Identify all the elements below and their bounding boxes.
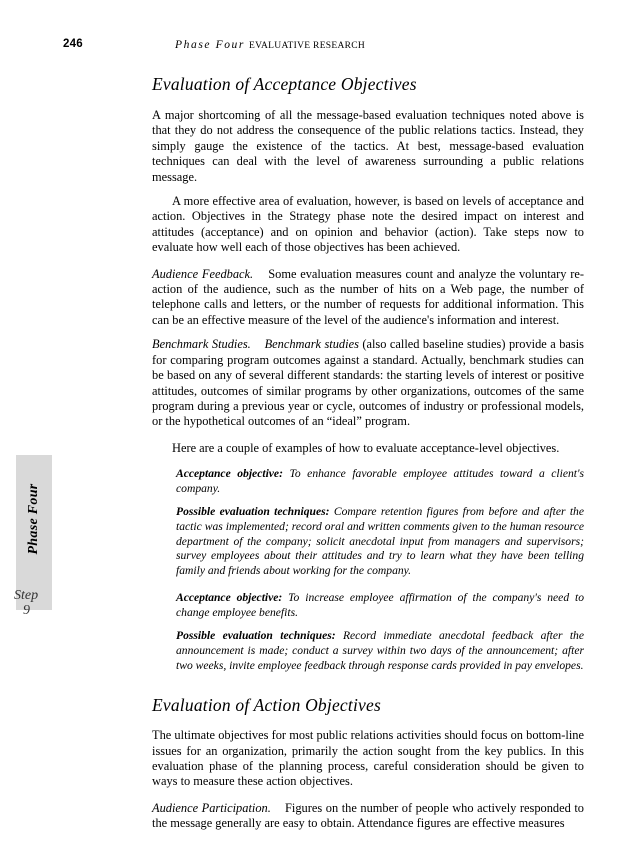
example-label-acceptance-objective-2: Acceptance objective: xyxy=(176,591,283,605)
paragraph-acceptance-1: A major shortcoming of all the message-based evaluation techniques noted above is that they do not address the consequence of the public relations tactics. Instead, they simply gauge the existence of the tactics. At best, message-based evaluation techniques can deal with the level of awareness surrounding a public relations message. xyxy=(152,108,584,184)
example-text-evaluation-techniques-1: Compare retention figures from before and after the tactic was implemented; record oral and written comments given to the human resource department of the company; solicit anecdotal input from managers and supervisors; survey employees about their attitudes and try to learn what they have been telling family and friends about working for the company. xyxy=(176,505,585,577)
runin-label-benchmark-studies: Benchmark Studies. xyxy=(152,337,251,352)
page-number: 246 xyxy=(63,38,83,50)
example-text-evaluation-techniques-2: Record immediate anecdotal feedback after the announcement is made; conduct a survey within two days of the announcement; after two weeks, invite employee feedback through response cards provided in pay envelopes. xyxy=(176,629,584,672)
step-label: Step xyxy=(14,588,39,603)
runin-lead-benchmark-studies: Benchmark studies xyxy=(264,337,359,352)
paragraph-action-1: The ultimate objectives for most public relations activities should focus on bottom-line issues for an organization, primarily the action sought from the key publics. In this evaluation phase of the planning process, careful consideration should be given to ways to measure these action objectives. xyxy=(152,728,584,789)
running-head-phase: Phase Four xyxy=(175,39,245,51)
runin-audience-participation xyxy=(152,801,584,832)
runin-text-audience-participation: Figures on the number of people who actively responded to the message generally are easy to obtain. Attendance figures are effective measures xyxy=(152,800,584,831)
example-evaluation-techniques-2 xyxy=(176,629,584,673)
example-evaluation-techniques-1 xyxy=(176,505,584,578)
running-head xyxy=(175,39,365,51)
body-column xyxy=(152,74,584,841)
example-label-acceptance-objective-1: Acceptance objective: xyxy=(176,467,283,481)
example-text-acceptance-objective-1: To enhance favorable employee attitudes toward a client's company. xyxy=(176,467,585,495)
example-block xyxy=(176,467,584,673)
runin-benchmark-studies xyxy=(152,337,584,429)
step-number: 9 xyxy=(23,603,30,618)
example-label-evaluation-techniques-2: Possible evaluation techniques: xyxy=(176,629,336,643)
example-label-evaluation-techniques-1: Possible evaluation techniques: xyxy=(176,505,330,519)
runin-label-audience-feedback: Audience Feedback. xyxy=(152,266,254,281)
paragraph-examples-leadin: Here are a couple of examples of how to evaluate acceptance-level objectives. xyxy=(172,440,560,455)
runin-text-benchmark-studies: (also called baseline studies) provide a basis for comparing program outcomes against a standard. Actually, benchmark studies can be based on any of several different standards: the starting levels of interest or positive attitudes, outcomes of similar programs by other organizations, outcomes of the same program during a previous year or cycle, outcomes of industry or professional models, or the hypothetical outcomes of an “ideal” program. xyxy=(152,337,584,429)
running-head-title: EVALUATIVE RESEARCH xyxy=(248,41,366,51)
phase-side-tab-label: Phase Four xyxy=(26,483,41,555)
phase-side-tab xyxy=(16,455,52,610)
runin-label-audience-participation: Audience Participation. xyxy=(152,800,271,815)
section-heading-acceptance: Evaluation of Acceptance Objectives xyxy=(152,74,417,94)
example-text-acceptance-objective-2: To increase employee affirmation of the company's need to change employee benefits. xyxy=(176,591,584,619)
runin-text-audience-feedback: Some evaluation measures count and analyze the voluntary re-action of the audience, such as the number of hits on a Web page, the number of telephone calls and letters, or the number of requests for additional information. This can be an effective measure of the level of the audience's information and interest. xyxy=(152,266,584,327)
example-acceptance-objective-1 xyxy=(176,467,584,496)
page-header xyxy=(0,38,643,56)
example-acceptance-objective-2 xyxy=(176,591,584,620)
step-marker xyxy=(14,588,58,618)
paragraph-acceptance-2: A more effective area of evaluation, however, is based on levels of acceptance and action. Objectives in the Strategy phase note the desired impact on interest and attitudes (acceptance) and on opinion and behavior (action). Take steps now to evaluate how well each of those objectives has been achieved. xyxy=(152,194,584,255)
runin-audience-feedback xyxy=(152,267,584,329)
section-heading-action: Evaluation of Action Objectives xyxy=(152,695,381,716)
